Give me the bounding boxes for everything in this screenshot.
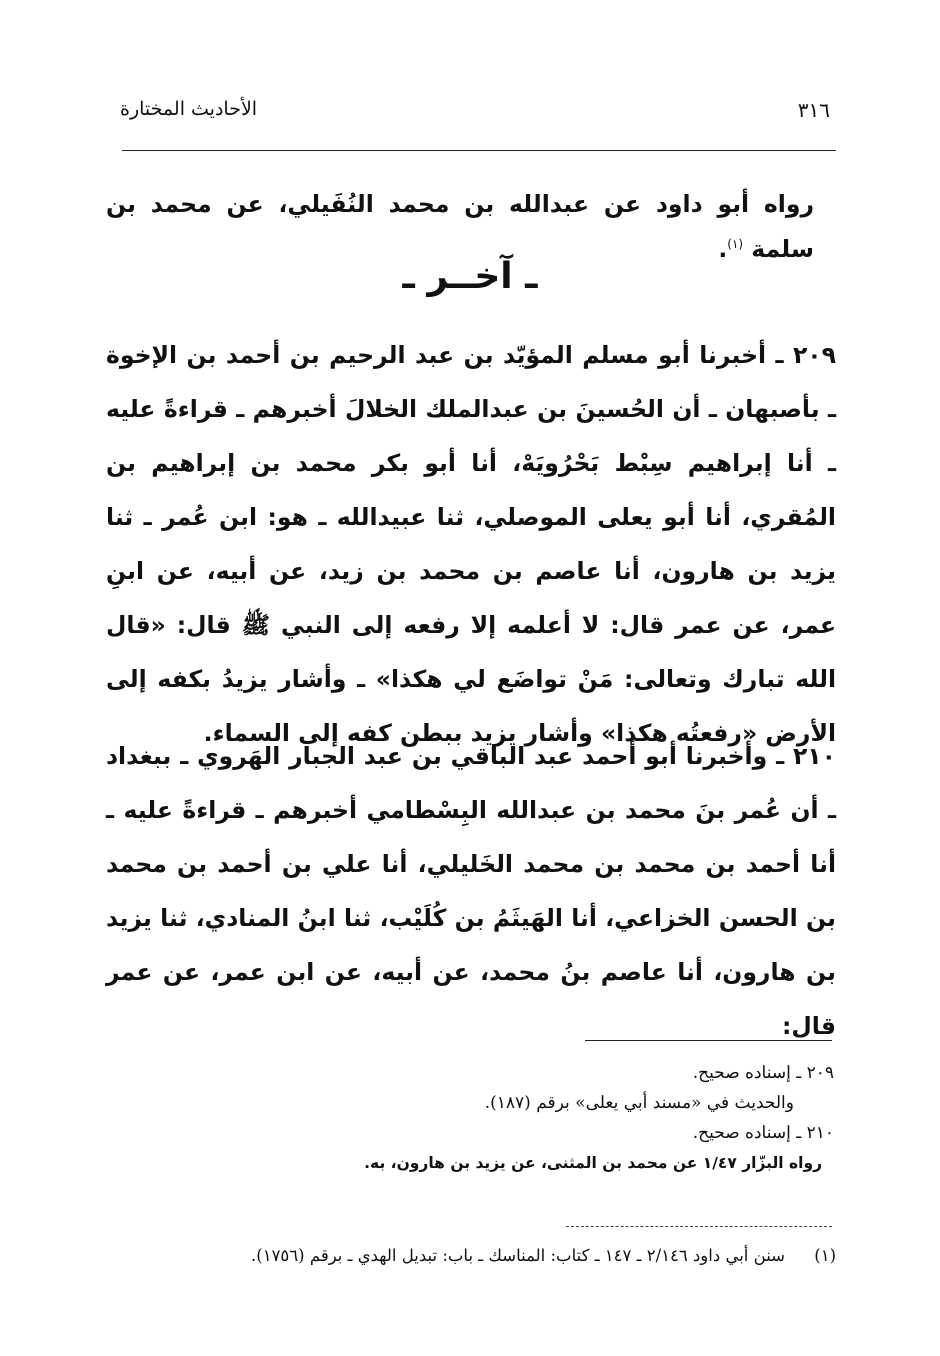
hadith-210-paragraph: ٢١٠ ـ وأخبرنا أبو أحمد عبد الباقي بن عبد الجبار الهَروي ـ ببغداد ـ أن عُمر بنَ محمد بن عبدالله البِسْطامي أخبرهم ـ قراءةً عليه ـ أنا أحمد بن محمد بن محمد الخَليلي، أنا علي بن أحمد بن محمد بن الحسن الخزاعي، أنا الهَيثَمُ بن كُلَيْب، ثنا ابنُ المنادي، ثنا يزيد بن هارون، أنا عاصم بنُ محمد، عن أبيه، عن ابن عمر، عن عمر قال: [106, 742, 836, 1040]
book-title: الأحاديث المختارة [120, 98, 258, 120]
footnote-reference: (١) [727, 237, 744, 251]
section-heading: ـ آخــر ـ [402, 256, 538, 297]
note-line: والحديث في «مسند أبي يعلى» برقم (١٨٧). [484, 1093, 794, 1113]
page-number: ٣١٦ [797, 98, 830, 122]
footnote-marker: (١) [814, 1246, 836, 1265]
editor-notes [160, 1058, 834, 1178]
intro-text: رواه أبو داود عن عبدالله بن محمد النُفَيلي، عن محمد بن سلمة [106, 190, 814, 263]
header-divider [122, 150, 836, 151]
footnote-divider [566, 1226, 832, 1227]
note-line: ٢٠٩ ـ إسناده صحيح. [692, 1063, 834, 1083]
notes-divider [585, 1040, 832, 1041]
note-line: ٢١٠ ـ إسناده صحيح. [692, 1123, 834, 1143]
footnote-text: سنن أبي داود ٢/١٤٦ ـ ١٤٧ ـ كتاب: المناسك ـ باب: تبديل الهدي ـ برقم (١٧٥٦). [251, 1246, 785, 1265]
running-header [120, 98, 830, 132]
intro-end: . [718, 234, 728, 263]
note-line: رواه البزّار ١/٤٧ عن محمد بن المثنى، عن يزيد بن هارون، به. [364, 1154, 822, 1172]
hadith-209-paragraph: ٢٠٩ ـ أخبرنا أبو مسلم المؤيّد بن عبد الرحيم بن أحمد بن الإخوة ـ بأصبهان ـ أن الحُسينَ بن عبدالملك الخلالَ أخبرهم ـ قراءةً عليه ـ أنا إبراهيم سِبْط بَحْرُويَهْ، أنا أبو بكر محمد بن إبراهيم بن المُقري، أنا أبو يعلى الموصلي، ثنا عبيدالله ـ هو: ابن عُمر ـ ثنا يزيد بن هارون، أنا عاصم بن محمد بن زيد، عن أبيه، عن ابنِ عمر، عن عمر قال: لا أعلمه إلا رفعه إلى النبي ﷺ قال: «قال الله تبارك وتعالى: مَنْ تواضَع لي هكذا» ـ وأشار يزيدُ بكفه إلى الأرض «رفعتُه هكذا» وأشار يزيد ببطن كفه إلى السماء. [106, 341, 836, 747]
footnote [112, 1240, 836, 1272]
